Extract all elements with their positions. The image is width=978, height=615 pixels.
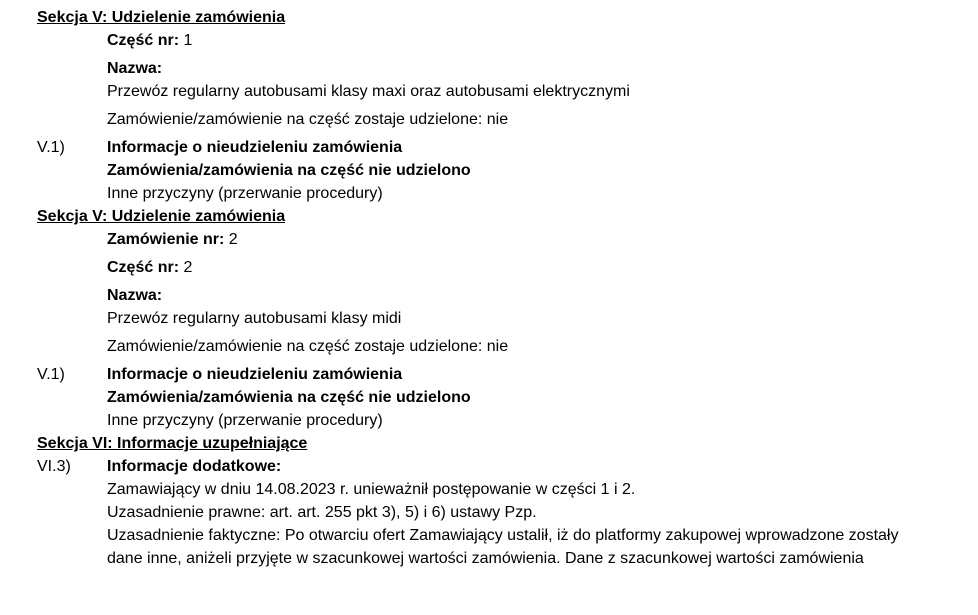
part-number-label: Część nr: (107, 32, 180, 49)
v1-reason: Inne przyczyny (przerwanie procedury) (107, 185, 383, 202)
section-heading: Sekcja V: Udzielenie zamówienia (37, 208, 286, 225)
name-value: Przewóz regularny autobusami klasy midi (107, 310, 402, 327)
order-number-value: 2 (224, 231, 238, 248)
vi3-line-4: dane inne, aniżeli przyjęte w szacunkowej wartości zamówienia. Dane z szacunkowej wartości zamówienia (107, 550, 864, 567)
section-v-part-2 (37, 205, 957, 432)
awarded-status: Zamówienie/zamówienie na część zostaje udzielone: nie (107, 338, 509, 355)
document (37, 6, 957, 570)
vi3-line-3: Uzasadnienie faktyczne: Po otwarciu ofert Zamawiający ustalił, iż do platformy zakupowej wprowadzone zostały (107, 527, 899, 544)
part-number-label: Część nr: (107, 259, 180, 276)
vi3-title: Informacje dodatkowe: (107, 458, 282, 475)
v1-block (37, 363, 957, 432)
part-number-value: 1 (179, 32, 193, 49)
name-label: Nazwa: (107, 287, 163, 304)
section-heading: Sekcja VI: Informacje uzupełniające (37, 435, 308, 452)
order-number-label: Zamówienie nr: (107, 231, 225, 248)
vi3-line-2: Uzasadnienie prawne: art. art. 255 pkt 3), 5) i 6) ustawy Pzp. (107, 504, 537, 521)
name-label: Nazwa: (107, 60, 163, 77)
order-number (37, 228, 957, 251)
section-v-part-1 (37, 6, 957, 205)
part-number (37, 256, 957, 279)
name-value: Przewóz regularny autobusami klasy maxi oraz autobusami elektrycznymi (107, 83, 630, 100)
v1-block (37, 136, 957, 205)
v1-title: Informacje o nieudzieleniu zamówienia (107, 366, 403, 383)
v1-number: V.1) (37, 366, 65, 383)
v1-number: V.1) (37, 139, 65, 156)
v1-subtitle: Zamówienia/zamówienia na część nie udzielono (107, 389, 471, 406)
v1-reason: Inne przyczyny (przerwanie procedury) (107, 412, 383, 429)
part-number (37, 29, 957, 52)
v1-subtitle: Zamówienia/zamówienia na część nie udzielono (107, 162, 471, 179)
part-number-value: 2 (179, 259, 193, 276)
v1-title: Informacje o nieudzieleniu zamówienia (107, 139, 403, 156)
section-heading: Sekcja V: Udzielenie zamówienia (37, 9, 286, 26)
section-vi (37, 432, 957, 570)
vi3-number: VI.3) (37, 458, 71, 475)
vi3-block (37, 455, 957, 570)
awarded-status: Zamówienie/zamówienie na część zostaje udzielone: nie (107, 111, 509, 128)
vi3-line-1: Zamawiający w dniu 14.08.2023 r. unieważnił postępowanie w części 1 i 2. (107, 481, 636, 498)
